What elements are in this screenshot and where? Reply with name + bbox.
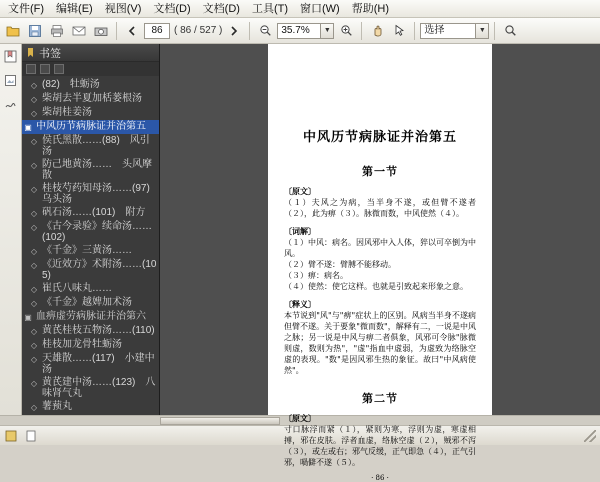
bookmark-bullet-icon: ▣ [24,313,32,322]
bookmark-item[interactable] [22,400,159,414]
chevron-down-icon[interactable]: ▼ [321,23,334,39]
toolbar-separator-3 [361,22,362,40]
bookmark-item-label: 柴胡去半夏加栝蒌根汤 [42,93,142,104]
bookmark-item[interactable] [22,338,159,352]
toolbar [0,18,600,44]
menu-item-tools[interactable]: 工具(T) [251,2,288,15]
bookmark-item-label: 侯氏黑散……(88) 风引汤 [42,135,150,157]
menu-item-document[interactable]: 文档(D) [153,2,191,15]
document-page [268,44,492,482]
zoom-control[interactable] [277,23,334,39]
bookmark-item-label: 《千金》越婢加术汤 [42,297,132,308]
document-block-label: 〔原文〕 [284,186,316,196]
bookmark-item[interactable] [22,106,159,120]
bookmark-item[interactable] [22,78,159,92]
page-footer-number: · 86 · [371,474,389,482]
bookmark-bullet-icon: ▣ [24,123,32,132]
document-paragraph-block [284,299,476,376]
tool-mode-select[interactable] [420,23,489,39]
document-text-line: （１）中风：病名。因风邪中入人体，猝以可卒倒为中风。 [284,238,476,258]
document-block-label: 〔释义〕 [284,299,316,309]
bookmark-item-label: 黄芪桂枝五物汤……(110) [42,325,155,336]
save-icon[interactable] [25,21,45,41]
bookmark-item-label: 《古今录验》续命汤……(102) [42,221,152,243]
bookmark-item-label: 矾石汤……(101) 附方 [42,207,146,218]
bookmark-item[interactable] [22,134,159,158]
page-number-input[interactable]: 86 [144,23,170,39]
snapshot-icon[interactable] [91,21,111,41]
document-text-line: （４）使然：使它这样。也就是引致起来形象之意。 [284,282,468,291]
bookmark-bullet-icon: ◇ [30,285,38,294]
print-icon[interactable] [47,21,67,41]
section-1-body [284,186,476,376]
hand-tool-icon[interactable] [367,21,387,41]
bookmark-panel [22,44,160,415]
bookmark-item-label: 崔氏八味丸…… [42,283,112,294]
bookmark-item[interactable] [22,258,159,282]
bookmark-item[interactable] [22,324,159,338]
horizontal-scrollbar-thumb[interactable] [160,417,280,425]
email-icon[interactable] [69,21,89,41]
bookmark-bullet-icon: ◇ [30,355,38,364]
bookmark-bullet-icon: ◇ [30,209,38,218]
thumbnail-panel-icon[interactable] [3,72,19,88]
bookmark-item-label: 《千金》三黄汤…… [42,245,132,256]
menu-bar [0,0,600,18]
bookmark-item-label: 血痹虚劳病脉证并治第六 [36,311,146,322]
bookmark-bullet-icon: ◇ [30,81,38,90]
bookmark-item-label: 黄芪建中汤……(123) 八味肾气丸 [42,377,156,399]
bookmark-header-label: 书签 [39,47,61,60]
menu-item-help[interactable]: 帮助(H) [351,2,389,15]
menu-item-window[interactable]: 窗口(W) [300,2,340,15]
bookmark-bullet-icon: ◇ [30,95,38,104]
bookmark-item[interactable] [22,182,159,206]
page-status-icon[interactable] [24,429,38,443]
bookmark-header-icon [26,48,35,57]
main-body [0,44,600,482]
bookmark-options-icon[interactable] [54,64,64,74]
section-1-title: 第一节 [362,165,398,178]
bookmark-item[interactable] [22,310,159,324]
bookmark-bullet-icon: ◇ [30,109,38,118]
bookmark-new-icon[interactable] [26,64,36,74]
next-page-icon[interactable] [224,21,244,41]
bookmark-bullet-icon: ◇ [30,185,38,194]
bookmark-item[interactable] [22,220,159,244]
toolbar-separator-5 [494,22,495,40]
bookmark-item[interactable] [22,282,159,296]
document-text-line: （１）夫风之为病，当半身不遂，或但臂不遂者（２），此为痹（３）。脉微而数，中风使然（４）。 [284,198,476,218]
bookmark-item-label: 天雄散……(117) 小建中汤 [42,353,155,375]
bookmark-item-label: 薯蓣丸 [42,401,72,412]
document-text-line: （２）臂不遂：臂膊不能移动。 [284,260,396,269]
chevron-down-icon-2[interactable]: ▼ [476,23,489,39]
bookmark-delete-icon[interactable] [40,64,50,74]
zoom-value[interactable]: 35.7% [277,23,321,39]
tool-mode-value[interactable]: 选择 [420,23,476,39]
bookmark-item-label: 防己地黄汤…… 头风摩散 [42,159,152,181]
bookmark-bullet-icon: ◇ [30,379,38,388]
bookmark-bullet-icon: ◇ [30,299,38,308]
toolbar-separator-1 [116,22,117,40]
document-paragraph-block [284,226,476,292]
find-icon[interactable] [500,21,520,41]
bookmark-panel-icon[interactable] [3,48,19,64]
signature-panel-icon[interactable] [3,96,19,112]
toolbar-separator-4 [414,22,415,40]
bookmark-list[interactable] [22,76,159,415]
bookmark-panel-header [22,44,159,62]
bookmark-bullet-icon: ◇ [30,341,38,350]
document-viewer[interactable] [160,44,600,482]
menu-item-view[interactable]: 视图(V) [104,2,142,15]
bookmark-bullet-icon: ◇ [30,247,38,256]
section-2-title: 第二节 [362,392,398,405]
bookmark-item[interactable] [22,244,159,258]
prev-page-icon[interactable] [122,21,142,41]
section-2-body [284,413,476,468]
bookmark-item-label: 中风历节病脉证并治第五 [36,121,146,132]
bookmark-item-label: 桂枝芍药知母汤……(97) 乌头汤 [42,183,160,205]
menu-item-edit[interactable]: 编辑(E) [56,2,93,15]
document-block-label: 〔词解〕 [284,226,316,236]
bookmark-status-icon[interactable] [4,429,18,443]
bookmark-item-label: (82) 牡蛎汤 [42,79,100,90]
document-paragraph-block [284,186,476,219]
resize-grip[interactable] [584,430,596,442]
bookmark-item[interactable] [22,206,159,220]
bookmark-item[interactable] [22,296,159,310]
document-text-line: 本节说到"风"与"痹"症状上的区别。风病当半身不遂病但臂不遂。关于要象"微而数"，解释有二，一说是中风之脉；另一说是中风与痹二者俱象，风邪可令脉"脉微则虚，数则为热"，"虚"指血中虚弱，为虚致为络脉空虚的表现。"数"是因风邪生热的象征。故曰"中风病使然"。 [284,311,476,375]
bookmark-item[interactable] [22,158,159,182]
zoom-out-icon[interactable] [255,21,275,41]
bookmark-item-label: 《近效方》术附汤……(105) [42,259,157,281]
bookmark-bullet-icon: ◇ [30,403,38,412]
document-text-line: 寸口脉浮而紧（１），紧则为寒，浮则为虚，寒虚相搏，邪在皮肤。浮者血虚，络脉空虚（２），贼邪不泻（３），或左或右；邪气反缓，正气即急（４），正气引邪，喎僻不遂（５）。 [284,425,476,467]
bookmark-bullet-icon: ◇ [30,223,38,232]
page-title: 中风历节病脉证并治第五 [302,130,457,145]
bookmark-item-label: 柴胡桂姜汤 [42,107,92,118]
bookmark-bullet-icon: ◇ [30,327,38,336]
bookmark-item[interactable] [22,352,159,376]
page-total-label: ( 86 / 527 ) [174,25,223,36]
toolbar-separator-2 [249,22,250,40]
zoom-in-icon[interactable] [336,21,356,41]
menu-item-file[interactable]: 文件(F) [8,2,45,15]
bookmark-bullet-icon: ◇ [30,261,38,270]
open-folder-icon[interactable] [3,21,23,41]
bookmark-item[interactable] [22,376,159,400]
menu-item-document2[interactable]: 文档(D) [202,2,240,15]
bookmark-bullet-icon: ◇ [30,137,38,146]
bookmark-item-label: 桂枝加龙骨牡蛎汤 [42,339,122,350]
document-paragraph-block [284,413,476,468]
bookmark-bullet-icon: ◇ [30,161,38,170]
left-panel-strip [0,44,22,415]
select-tool-icon[interactable] [389,21,409,41]
document-text-line: （３）痹：病名。 [284,271,348,280]
bookmark-item[interactable] [22,92,159,106]
document-block-label: 〔原文〕 [284,413,316,423]
bookmark-toolbar [22,62,159,76]
bookmark-item[interactable] [22,120,159,134]
